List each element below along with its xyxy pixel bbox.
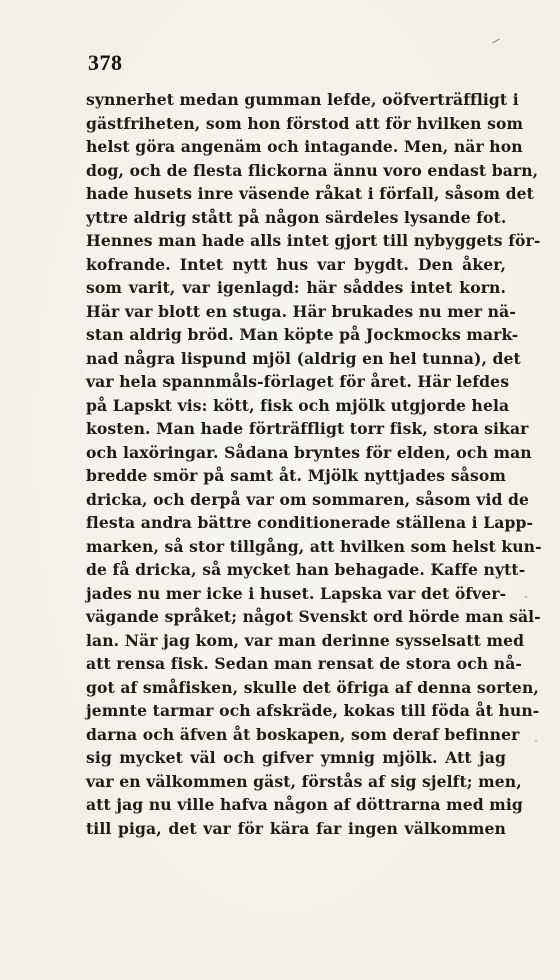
text-line: dog, och de flesta flickorna ännu voro endast barn, bbox=[86, 160, 539, 180]
text-line: bredde smör på samt åt. Mjölk nyttjades såsom bbox=[86, 466, 506, 485]
text-line: flesta andra bättre conditionerade ställena i Lapp- bbox=[86, 513, 534, 532]
text-line: got af småfisken, skulle det öfriga af denna sorten, bbox=[86, 677, 539, 697]
text-line: synnerhet medan gumman lefde, oöfverträffligt i bbox=[86, 90, 519, 109]
text-line: att rensa fisk. Sedan man rensat de stora och nå- bbox=[86, 654, 522, 673]
text-line: som varit, var igenlagd: här såddes intet korn. bbox=[86, 278, 506, 297]
text-line: på Lapskt vis: kött, fisk och mjölk utgjorde hela bbox=[86, 395, 510, 415]
text-line: var hela spannmåls-förlaget för året. Här lefdes bbox=[86, 372, 510, 391]
text-line: gästfriheten, som hon förstod att för hvilken som bbox=[86, 113, 524, 133]
text-line: marken, så stor tillgång, att hvilken som helst kun- bbox=[86, 536, 542, 556]
text-line: kosten. Man hade förträffligt torr fisk, stora sikar bbox=[86, 419, 529, 438]
body-text bbox=[86, 88, 542, 840]
text-line: dricka, och derpå var om sommaren, såsom vid de bbox=[86, 489, 530, 509]
page-number: 378 bbox=[88, 50, 123, 75]
page-corner-mark bbox=[492, 39, 503, 51]
text-line: stan aldrig bröd. Man köpte på Jockmocks mark- bbox=[86, 325, 519, 344]
text-line: hade husets inre väsende råkat i förfall, såsom det bbox=[86, 184, 534, 203]
text-line: Här var blott en stuga. Här brukades nu mer nä- bbox=[86, 301, 516, 321]
text-line: lan. När jag kom, var man derinne sysselsatt med bbox=[86, 630, 525, 650]
text-line: och laxöringar. Sådana bryntes för elden, och man bbox=[86, 442, 532, 462]
text-line: vägande språket; något Svenskt ord hörde man säl- bbox=[86, 607, 541, 626]
text-line: nad några lispund mjöl (aldrig en hel tunna), det bbox=[86, 348, 521, 368]
text-line: de få dricka, så mycket han behagade. Kaffe nytt- bbox=[86, 560, 526, 579]
text-line: Hennes man hade alls intet gjort till nybyggets för- bbox=[86, 231, 541, 250]
text-line: sig mycket väl och gifver ymnig mjölk. Att jag bbox=[86, 748, 506, 767]
paper-speck bbox=[535, 740, 537, 742]
text-line: att jag nu ville hafva någon af döttrarna med mig bbox=[86, 795, 523, 814]
text-line: kofrande. Intet nytt hus var bygdt. Den åker, bbox=[86, 254, 506, 274]
text-line: jemnte tarmar och afskräde, kokas till föda åt hun- bbox=[86, 701, 540, 720]
text-line: jades nu mer icke i huset. Lapska var det öfver- bbox=[86, 583, 507, 603]
text-line: darna och äfven åt boskapen, som deraf befinner bbox=[86, 724, 520, 744]
text-line: till piga, det var för kära far ingen välkommen bbox=[86, 818, 506, 838]
text-line: helst göra angenäm och intagande. Men, när hon bbox=[86, 137, 523, 156]
paper-speck bbox=[525, 596, 527, 598]
text-line: var en välkommen gäst, förstås af sig sjelft; men, bbox=[86, 771, 522, 791]
text-line: yttre aldrig stått på någon särdeles lysande fot. bbox=[86, 207, 507, 227]
